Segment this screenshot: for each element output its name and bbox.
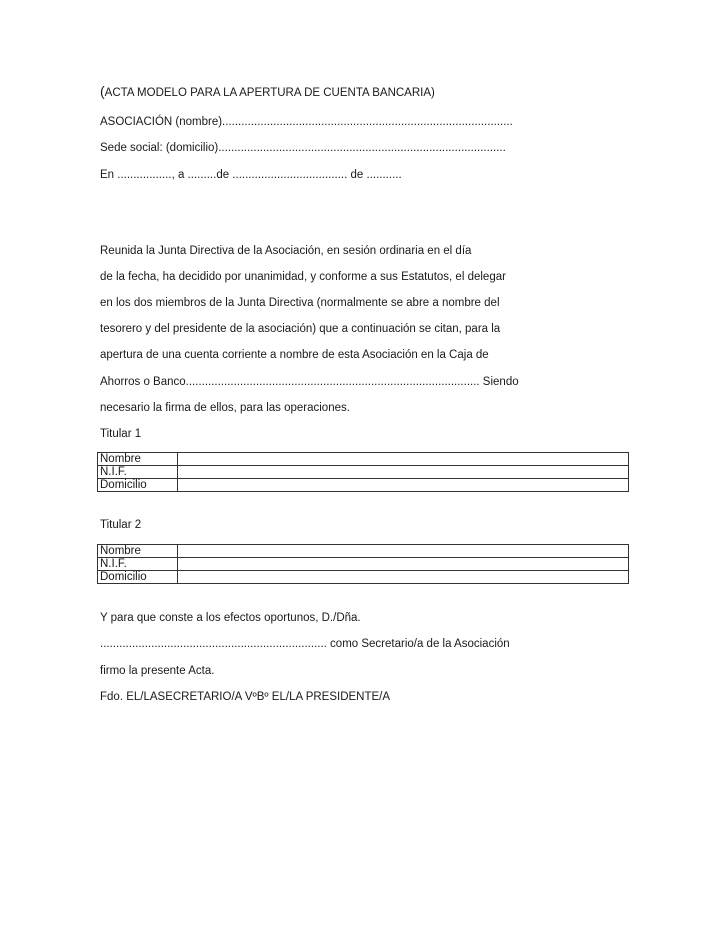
closing-line: Y para que conste a los efectos oportunos, D./Dña. <box>100 612 361 624</box>
title-close-paren: ) <box>431 87 435 99</box>
body-line: tesorero y del presidente de la asociación) que a continuación se citan, para la <box>100 323 501 335</box>
titular2-nombre-label: Nombre <box>98 545 178 558</box>
fecha-line: En ................., a .........de .................................... de ........... <box>100 169 402 181</box>
titular1-domicilio-label: Domicilio <box>98 479 178 492</box>
titular2-domicilio-value[interactable] <box>178 571 629 584</box>
table-row <box>98 479 629 492</box>
body-line: Reunida la Junta Directiva de la Asociación, en sesión ordinaria en el día <box>100 245 472 257</box>
body-line: necesario la firma de ellos, para las operaciones. <box>100 402 350 414</box>
titular2-heading: Titular 2 <box>100 519 142 531</box>
table-row <box>98 466 629 479</box>
titular1-nif-value[interactable] <box>178 466 629 479</box>
table-row <box>98 571 629 584</box>
titular1-nombre-value[interactable] <box>178 453 629 466</box>
title-text: ACTA MODELO PARA LA APERTURA DE CUENTA BANCARIA <box>104 87 432 99</box>
titular1-heading: Titular 1 <box>100 428 142 440</box>
titular2-nif-value[interactable] <box>178 558 629 571</box>
titular2-domicilio-label: Domicilio <box>98 571 178 584</box>
secretario-line: ....................................................................... como Secretario/a de la Asociación <box>100 638 510 650</box>
table-row <box>98 453 629 466</box>
body-line: apertura de una cuenta corriente a nombre de esta Asociación en la Caja de <box>100 349 489 361</box>
titular1-domicilio-value[interactable] <box>178 479 629 492</box>
table-row <box>98 558 629 571</box>
titular1-nombre-label: Nombre <box>98 453 178 466</box>
sede-line: Sede social: (domicilio).......................................................................................... <box>100 142 506 154</box>
body-line: Ahorros o Banco............................................................................................ Siendo <box>100 376 519 388</box>
titular1-table <box>97 452 629 492</box>
table-row <box>98 545 629 558</box>
title-open-paren: ( <box>100 83 105 99</box>
document-title <box>100 84 435 100</box>
asociacion-line: ASOCIACIÓN (nombre)........................................................................................... <box>100 116 513 128</box>
titular1-nif-label: N.I.F. <box>98 466 178 479</box>
body-line: de la fecha, ha decidido por unanimidad, y conforme a sus Estatutos, el delegar <box>100 271 506 283</box>
signature-line: Fdo. EL/LASECRETARIO/A VºBº EL/LA PRESIDENTE/A <box>100 691 391 703</box>
titular2-nombre-value[interactable] <box>178 545 629 558</box>
titular2-nif-label: N.I.F. <box>98 558 178 571</box>
closing-line: firmo la presente Acta. <box>100 665 215 677</box>
titular2-table <box>97 544 629 584</box>
body-line: en los dos miembros de la Junta Directiva (normalmente se abre a nombre del <box>100 297 500 309</box>
